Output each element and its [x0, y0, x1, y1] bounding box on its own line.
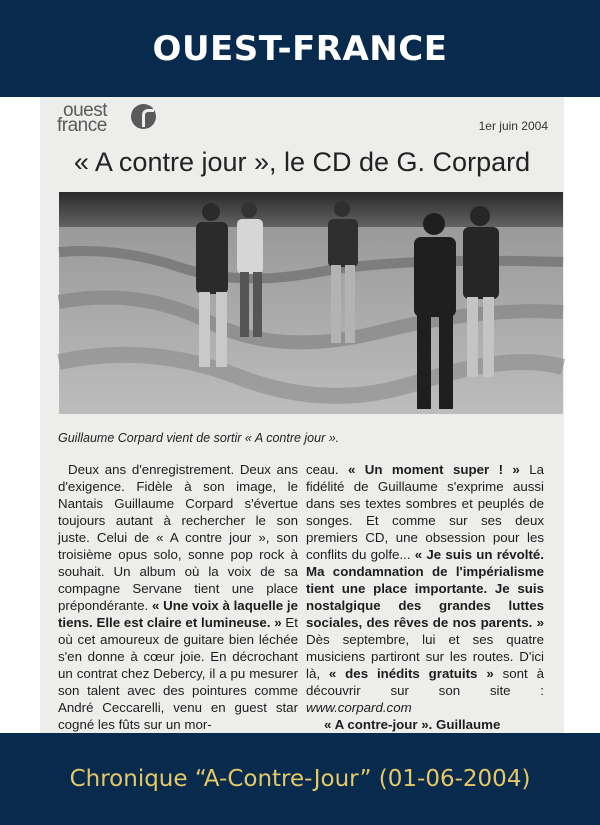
article-column-right [306, 461, 544, 767]
logo-line-2: france [57, 115, 107, 136]
right-paragraph-1a: ceau. [306, 462, 339, 477]
page-title: OUEST-FRANCE [152, 28, 448, 69]
left-paragraph-2: Et où cet amoureux de guitare bien léchée s'en donne à cœur joie. En décrochant un contrat chez Debercy, il a pu mesurer son talent avec des pointures comme André Ceccarelli, venu en guest star cogné les fûts sur un mor- [58, 615, 298, 732]
right-paragraph-2a: Dès septembre, lui et ses quatre musiciens partiront sur les routes. D'ici là, [306, 632, 544, 681]
ouest-france-logo [57, 100, 157, 134]
article-headline: « A contre jour », le CD de G. Corpard [73, 147, 531, 177]
article-date: 1er juin 2004 [478, 119, 548, 133]
article-column-left [58, 461, 298, 733]
article-photo [59, 192, 563, 414]
right-quote-3: « des inédits gratuits » [328, 666, 494, 681]
band-on-beach-photo [59, 192, 563, 414]
footer-caption: Chronique “A-Contre-Jour” (01-06-2004) [69, 766, 531, 792]
photo-caption: Guillaume Corpard vient de sortir « A contre jour ». [58, 431, 340, 445]
album-info: « A contre-jour ». Guillaume [324, 717, 501, 732]
website-link[interactable]: www.corpard.com [306, 700, 412, 715]
logo-line-1: ouest [63, 100, 107, 121]
left-paragraph-1: Deux ans d'enregistrement. Deux ans d'exigence. Fidèle à son image, le Nantais Guillaume Corpard s'évertue toujours autant à rechercher le son juste. Celui de « A contre jour », son troisième opus solo, sonne pop rock à souhait. Un album où la voix de sa compagne Servane tient une place prépondérante. [58, 462, 298, 613]
right-paragraph-1b: La fidélité de Guillaume s'exprime aussi dans ses textes sombres et peuplés de songes. Et comme sur ses deux premiers CD, une obsession pour les conflits du golfe... [306, 462, 544, 562]
right-quote-2: « Je suis un révolté. Ma condamnation de l'impérialisme tient une place importante. Je suis nostalgique des grandes luttes sociales, des rêves de nos parents. » [306, 547, 545, 630]
footer-banner [0, 733, 600, 825]
header-banner [0, 0, 600, 97]
newspaper-clipping [40, 97, 564, 733]
right-quote-1: « Un moment super ! » [347, 462, 520, 477]
logo-mark-icon [131, 104, 156, 129]
left-quote-1: « Une voix à laquelle je tiens. Elle est claire et lumineuse. » [58, 598, 298, 630]
right-paragraph-2b: sont à découvrir sur son site : [306, 666, 544, 698]
